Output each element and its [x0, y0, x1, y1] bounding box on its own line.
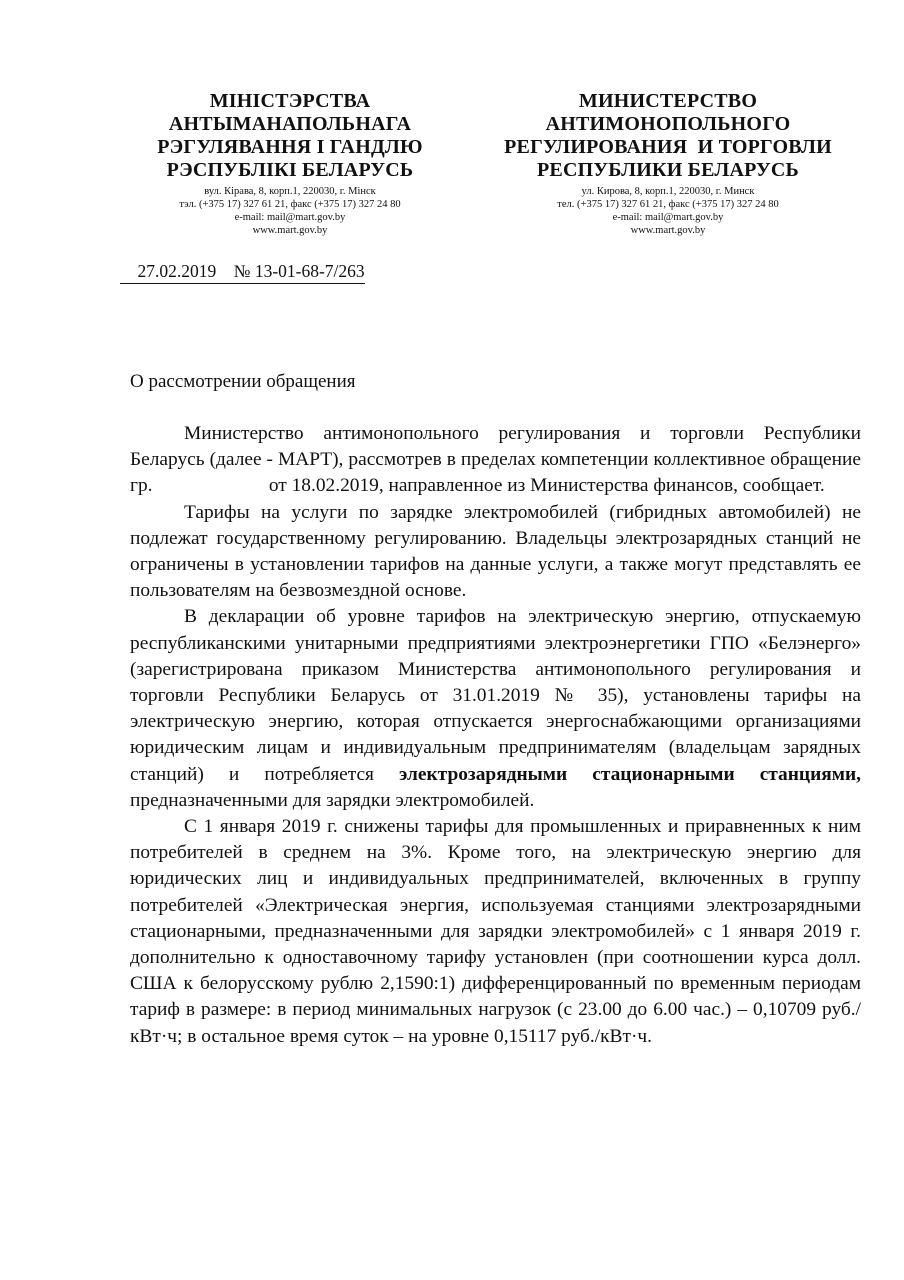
address: ул. Кирова, 8, корп.1, 220030, г. Минск [581, 186, 755, 197]
paragraph-bold-text: электрозарядными стационарными станциями, [399, 763, 861, 785]
org-line: АНТЫМАНАПОЛЬНАГА [168, 113, 412, 135]
header-russian [468, 90, 868, 237]
header-belarusian [130, 90, 450, 237]
subject-line: О рассмотрении обращения [130, 371, 356, 392]
email: e-mail: mail@mart.gov.by [234, 212, 346, 223]
email: e-mail: mail@mart.gov.by [612, 212, 724, 223]
registration-line [120, 260, 365, 284]
paragraph: Министерство антимонопольного регулирования и торговли Республики Беларусь (далее - МАРТ), рассмотрев в пределах компетенции коллективное обращение гр. от 18.02.2019, направленное из Министерства финансов, сообщает. [130, 423, 866, 497]
org-line: РЭГУЛЯВАННЯ І ГАНДЛЮ [157, 136, 423, 158]
phone-fax: тэл. (+375 17) 327 61 21, факс (+375 17) 327 24 80 [179, 199, 401, 210]
website: www.mart.gov.by [252, 225, 328, 236]
org-name-by [130, 90, 450, 182]
org-name-ru [468, 90, 868, 182]
org-line: РЕСПУБЛИКИ БЕЛАРУСЬ [537, 159, 799, 181]
document-number: № 13-01-68-7/263 [233, 261, 365, 281]
address: вул. Кірава, 8, корп.1, 220030, г. Мінск [204, 186, 376, 197]
org-line: РЕГУЛИРОВАНИЯ И ТОРГОВЛИ [504, 136, 832, 158]
website: www.mart.gov.by [630, 225, 706, 236]
org-line: АНТИМОНОПОЛЬНОГО [545, 113, 791, 135]
paragraph [130, 604, 861, 814]
paragraph-text: В декларации об уровне тарифов на электрическую энергию, отпускаемую республиканскими унитарными предприятиями электроэнергетики ГПО «Белэнерго» (зарегистрирована приказом Министерства антимонопольного регулирования и торговли Республики Беларусь от 31.01.2019 № 35), установлены тарифы на электрическую энергию, которая отпускается энергоснабжающими организациями юридическим лицам и индивидуальным предпринимателям (владельцам зарядных станций) и потребляется [130, 606, 861, 785]
paragraph-text: предназначенными для зарядки электромобилей. [130, 789, 535, 811]
org-line: РЭСПУБЛІКІ БЕЛАРУСЬ [166, 159, 414, 181]
document-date: 27.02.2019 [137, 261, 217, 281]
phone-fax: тел. (+375 17) 327 61 21, факс (+375 17) 327 24 80 [557, 199, 779, 210]
contact-block-by [130, 185, 450, 237]
contact-block-ru [468, 185, 868, 237]
letter-body [130, 421, 866, 1050]
org-line: МИНИСТЕРСТВО [578, 90, 758, 112]
org-line: МІНІСТЭРСТВА [209, 90, 371, 112]
paragraph: С 1 января 2019 г. снижены тарифы для промышленных и приравненных к ним потребителей в среднем на 3%. Кроме того, на электрическую энергию для юридических лиц и индивидуальных предпринимателей, включенных в группу потребителей «Электрическая энергия, используемая станциями электрозарядными стационарными, предназначенными для зарядки электромобилей» с 1 января 2019 г. дополнительно к одноставочному тарифу установлен (при соотношении курса долл. США к белорусскому рублю 2,1590:1) дифференцированный по временным периодам тариф в размере: в период минимальных нагрузок (с 23.00 до 6.00 час.) – 0,10709 руб./кВт·ч; в остальное время суток – на уровне 0,15117 руб./кВт·ч. [130, 816, 861, 1047]
paragraph: Тарифы на услуги по зарядке электромобилей (гибридных автомобилей) не подлежат государственному регулированию. Владельцы электрозарядных станций не ограничены в установлении тарифов на данные услуги, а также могут представлять ее пользователям на безвозмездной основе. [130, 501, 861, 602]
